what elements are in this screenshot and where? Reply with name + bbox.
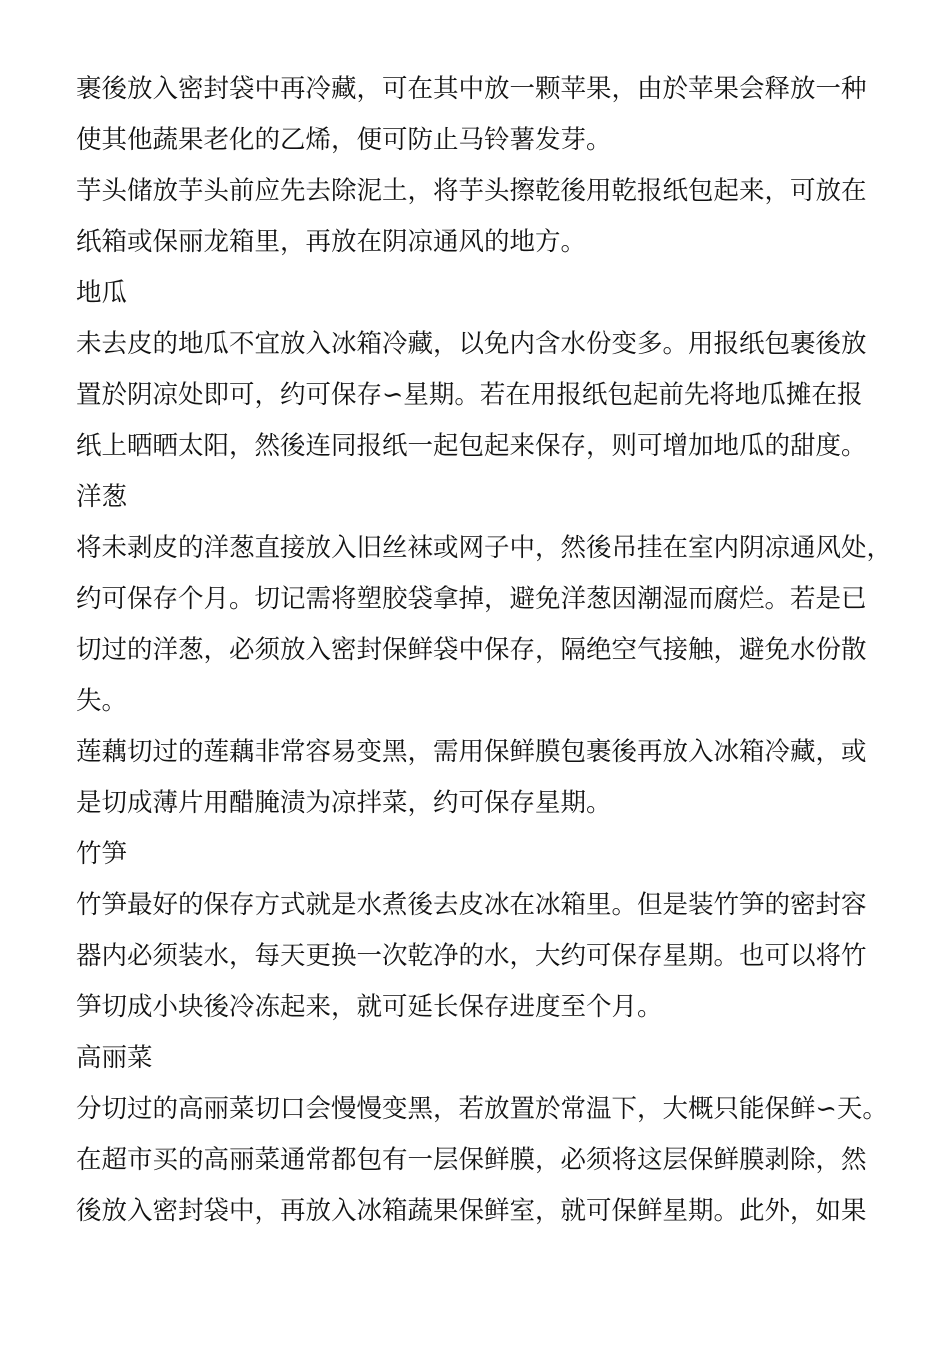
section-heading-cabbage: 高丽菜: [76, 1043, 153, 1073]
text-line: 莲藕切过的莲藕非常容易变黑，需用保鲜膜包裹後再放入冰箱冷藏，或: [76, 737, 867, 767]
text-line: 将未剥皮的洋葱直接放入旧丝袜或网子中，然後吊挂在室内阴凉通风处，: [76, 533, 893, 563]
text-line: 笋切成小块後冷冻起来，就可延长保存进度至个月。: [76, 992, 663, 1022]
text-line: 置於阴凉处即可，约可保存∽星期。若在用报纸包起前先将地瓜摊在报: [76, 380, 863, 410]
section-heading-bamboo-shoot: 竹笋: [76, 839, 128, 869]
text-line: 裹後放入密封袋中再冷藏，可在其中放一颗苹果，由於苹果会释放一种: [76, 74, 867, 104]
section-heading-sweet-potato: 地瓜: [76, 278, 128, 308]
text-line: 纸上晒晒太阳，然後连同报纸一起包起来保存，则可增加地瓜的甜度。: [76, 431, 867, 461]
text-line: 後放入密封袋中，再放入冰箱蔬果保鲜室，就可保鲜星期。此外，如果: [76, 1196, 867, 1226]
text-line: 在超市买的高丽菜通常都包有一层保鲜膜，必须将这层保鲜膜剥除，然: [76, 1145, 867, 1175]
text-line: 失。: [76, 686, 128, 716]
text-line: 分切过的高丽菜切口会慢慢变黑，若放置於常温下，大概只能保鲜∽天。: [76, 1094, 888, 1124]
text-line: 器内必须装水，每天更换一次乾净的水，大约可保存星期。也可以将竹: [76, 941, 867, 971]
text-line: 芋头储放芋头前应先去除泥土，将芋头擦乾後用乾报纸包起来，可放在: [76, 176, 867, 206]
document-page: [76, 64, 893, 1237]
section-heading-onion: 洋葱: [76, 482, 128, 512]
text-line: 纸箱或保丽龙箱里，再放在阴凉通风的地方。: [76, 227, 587, 257]
text-line: 切过的洋葱，必须放入密封保鲜袋中保存，隔绝空气接触，避免水份散: [76, 635, 867, 665]
text-line: 使其他蔬果老化的乙烯，便可防止马铃薯发芽。: [76, 125, 612, 155]
text-line: 未去皮的地瓜不宜放入冰箱冷藏，以免内含水份变多。用报纸包裹後放: [76, 329, 867, 359]
text-line: 是切成薄片用醋腌渍为凉拌菜，约可保存星期。: [76, 788, 612, 818]
text-line: 竹笋最好的保存方式就是水煮後去皮冰在冰箱里。但是装竹笋的密封容: [76, 890, 867, 920]
text-line: 约可保存个月。切记需将塑胶袋拿掉，避免洋葱因潮湿而腐烂。若是已: [76, 584, 867, 614]
